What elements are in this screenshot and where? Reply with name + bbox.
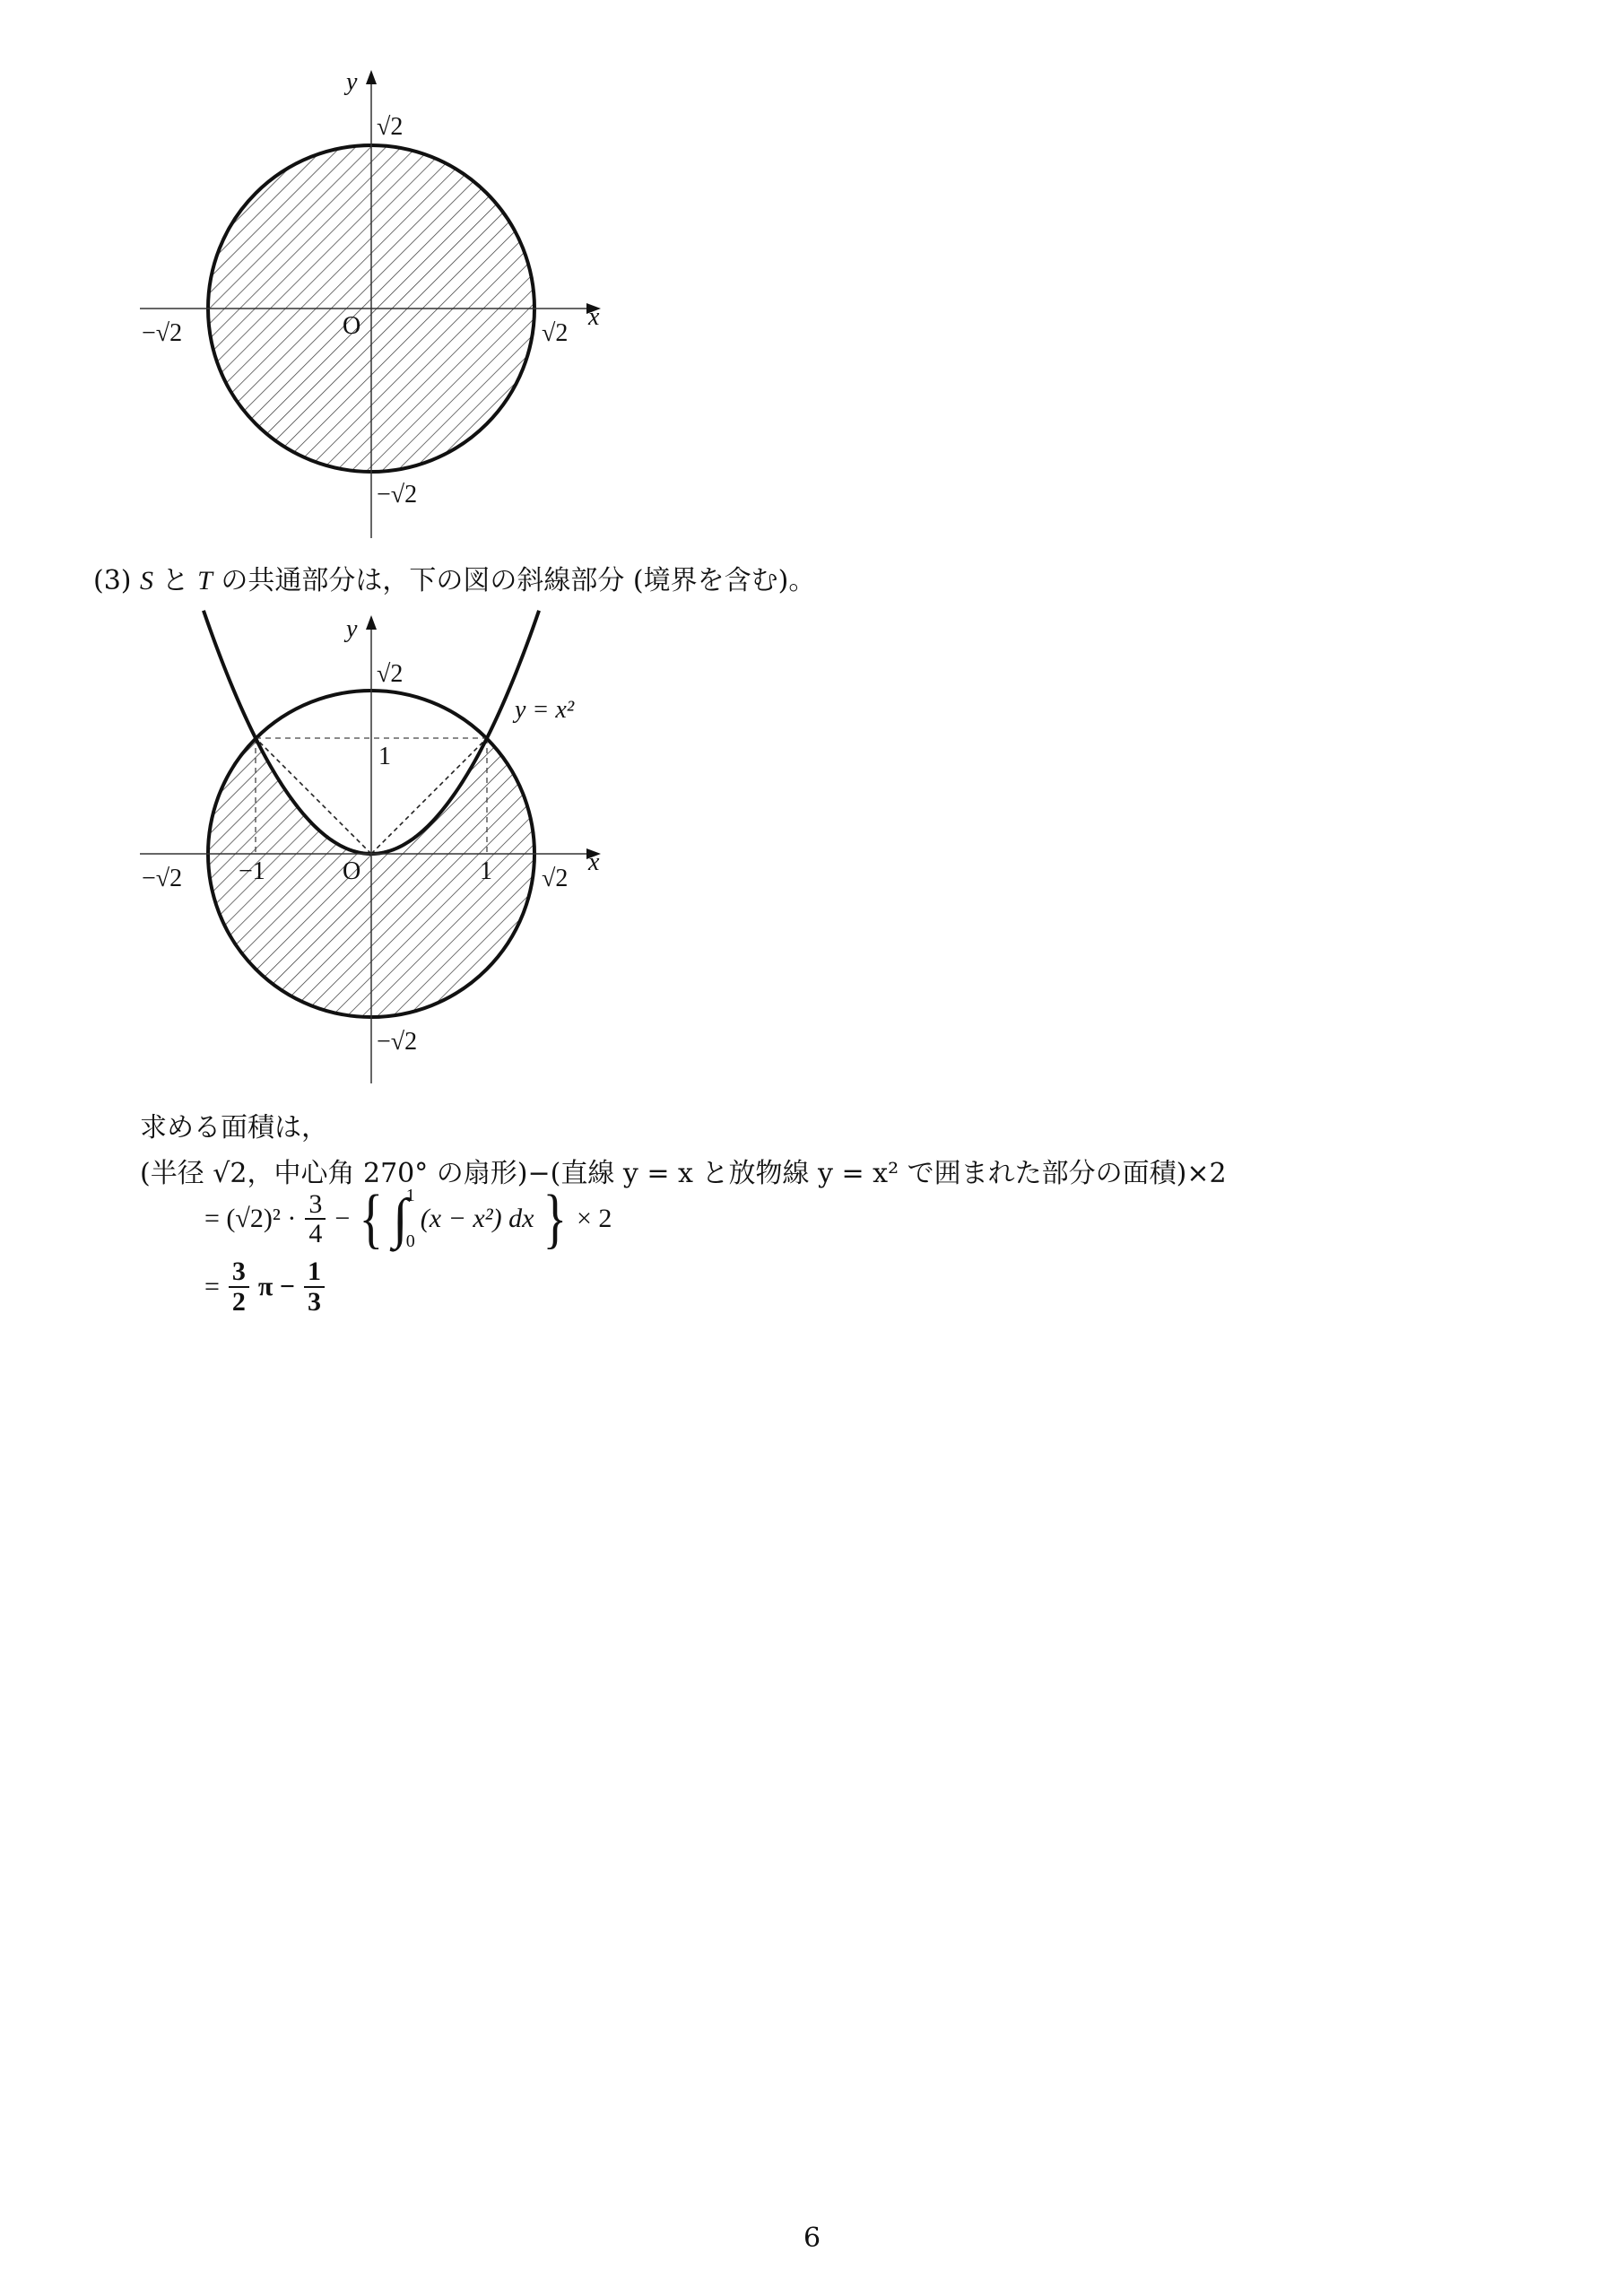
x-pos-label: √2	[542, 865, 569, 892]
solution-intro: 求める面積は，	[140, 1112, 328, 1144]
y-pos-label: √2	[377, 660, 404, 688]
y-pos-label: √2	[377, 113, 404, 141]
y-neg-label: −√2	[377, 1028, 418, 1056]
frac1-denominator: 4	[308, 1219, 323, 1248]
origin-label: O	[343, 857, 361, 885]
y-one-label: 1	[378, 743, 391, 770]
ans-frac1-numerator: 3	[229, 1257, 249, 1288]
solution-line2	[204, 1182, 612, 1256]
x-neg-label: −√2	[142, 319, 183, 347]
line2-minus: −	[334, 1204, 351, 1233]
answer-pi: π −	[257, 1271, 295, 1301]
x-axis-label: x	[588, 848, 600, 876]
x-neg-label: −√2	[142, 865, 183, 892]
x-pos-label: √2	[542, 319, 569, 347]
ans-frac2-numerator: 1	[304, 1257, 325, 1288]
y-axis-arrow	[366, 615, 377, 630]
y-neg-label: −√2	[377, 481, 418, 509]
integral-upper: 1	[405, 1186, 415, 1205]
integral-limits	[406, 1186, 415, 1252]
frac1-numerator: 3	[305, 1190, 326, 1221]
ans-frac2-denominator: 3	[307, 1286, 321, 1317]
integral-sign: ∫	[392, 1188, 408, 1249]
integral-lower: 0	[405, 1231, 415, 1251]
x-axis-label: x	[588, 303, 600, 331]
x-one-label: 1	[480, 857, 492, 885]
figure-disk	[0, 0, 682, 560]
section-description: の共通部分は，下の図の斜線部分 (境界を含む)。	[221, 565, 816, 596]
answer-fraction-1-3	[304, 1257, 325, 1316]
y-axis-label: y	[346, 615, 358, 643]
line2-prefix: = (√2)² ·	[204, 1204, 297, 1233]
answer-fraction-3-2	[229, 1257, 249, 1316]
y-axis-label: y	[346, 68, 358, 96]
line2-suffix: × 2	[577, 1204, 612, 1233]
ans-frac1-denominator: 2	[231, 1286, 246, 1317]
curve-label: y = x²	[515, 696, 575, 724]
var-t: T	[197, 566, 213, 596]
fraction-3-4	[305, 1190, 326, 1248]
solution-line3	[204, 1257, 328, 1316]
figure-intersection	[0, 556, 682, 1098]
x-neg1-label: −1	[239, 857, 265, 885]
solution-line1: (半径 √2，中心角 270° の扇形)−(直線 y = x と放物線 y = x² で囲まれた部分の面積)×2	[140, 1158, 1227, 1189]
y-axis-arrow	[366, 70, 377, 84]
joiner: と	[161, 565, 189, 596]
page-number: 6	[803, 2222, 821, 2254]
integrand: (x − x²) dx	[420, 1204, 534, 1233]
integral	[393, 1186, 415, 1252]
section-number: (3)	[93, 565, 132, 596]
var-s: S	[140, 566, 154, 596]
line3-eq: =	[204, 1271, 220, 1301]
left-brace: {	[359, 1182, 384, 1256]
right-brace: }	[543, 1182, 568, 1256]
origin-label: O	[343, 312, 361, 340]
